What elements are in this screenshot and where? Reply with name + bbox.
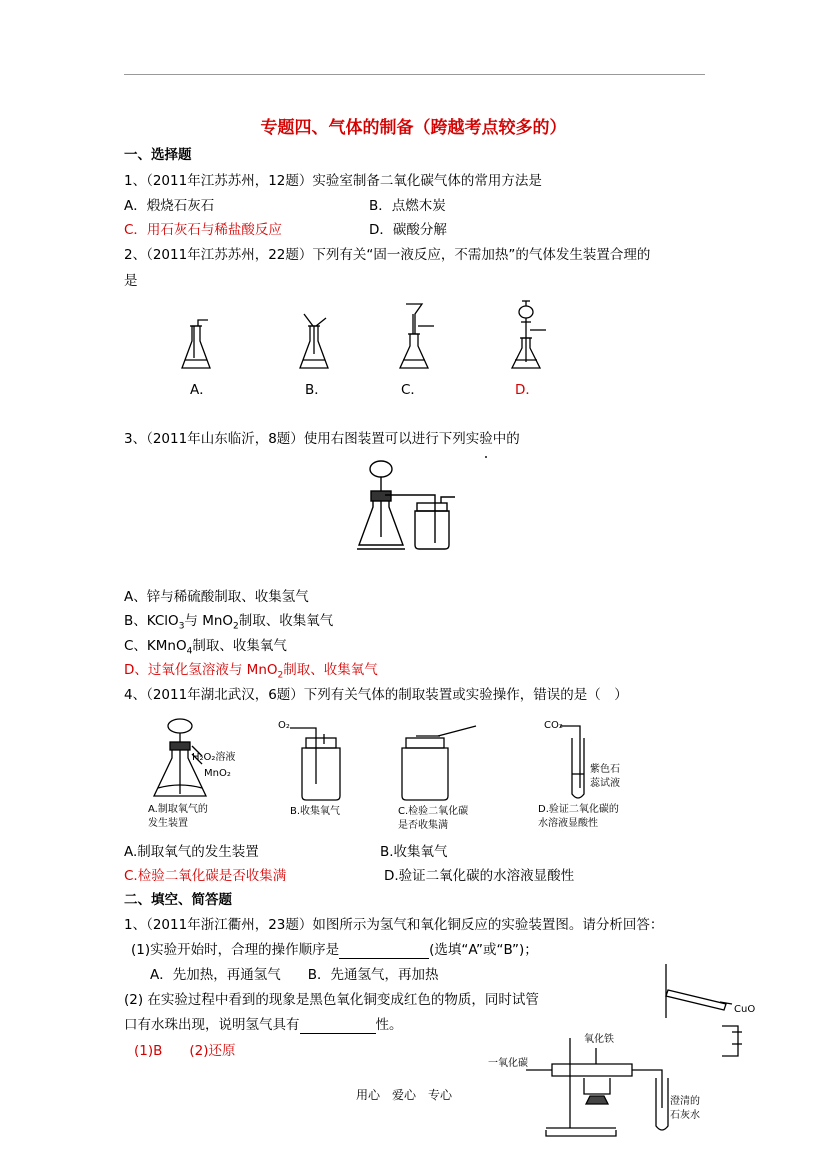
q5-fig-cuo-label: CuO	[734, 1004, 756, 1015]
page-title: 专题四、气体的制备（跨越考点较多的）	[260, 118, 567, 138]
q4-option-a: A.制取氧气的发生装置	[124, 844, 259, 860]
q4-option-c-answer: C.检验二氧化碳是否收集满	[124, 868, 287, 884]
q5-answer: (1)B (2)还原	[134, 1043, 236, 1059]
q4-option-d: D.验证二氧化碳的水溶液显酸性	[384, 868, 575, 884]
co-fig-fe2o3-label: 氧化铁	[584, 1034, 614, 1045]
q4-fig-caption-c2: 是否收集满	[398, 820, 448, 831]
q4-fig-litmus-label2: 蕊试液	[590, 778, 620, 789]
q5-blank-2[interactable]	[300, 1019, 376, 1034]
q5-part2-line1: (2) 在实验过程中看到的现象是黑色氧化铜变成红色的物质，同时试管	[124, 992, 539, 1008]
section-heading-choice: 一、选择题	[124, 147, 192, 163]
q4-fig-mno2-label: MnO₂	[204, 768, 231, 779]
q4-fig-caption-a2: 发生装置	[148, 818, 188, 829]
header-rule	[124, 74, 705, 75]
q1-option-d: D．碳酸分解	[369, 222, 447, 238]
q1-stem: 1、（2011年江苏苏州，12题）实验室制备二氧化碳气体的常用方法是	[124, 173, 542, 189]
q2-label-c: C．	[401, 382, 424, 398]
q1-option-c-answer: C．用石灰石与稀盐酸反应	[124, 222, 282, 238]
q3-option-d-answer: D、过氧化氢溶液与 MnO$_2$制取、收集氧气	[124, 662, 378, 681]
q2-flask-b	[300, 314, 328, 368]
q5-options: A．先加热，再通氢气 B．先通氢气，再加热	[150, 967, 439, 983]
page-footer: 用心 爱心 专心	[356, 1088, 453, 1102]
q2-flask-c	[400, 304, 434, 368]
q2-label-a: A．	[190, 382, 213, 398]
q4-apparatus-figure	[140, 714, 700, 834]
section-heading-fill: 二、填空、简答题	[124, 892, 232, 908]
q3-apparatus-figure	[355, 455, 495, 555]
q4-stem: 4、（2011年湖北武汉，6题）下列有关气体的制取装置或实验操作，错误的是（ ）	[124, 687, 628, 703]
q1-option-b: B．点燃木炭	[369, 198, 446, 214]
q4-fig-co2-label: CO₂	[544, 720, 563, 731]
q4-fig-caption-d2: 水溶液显酸性	[538, 818, 598, 829]
q4-fig-caption-b: B.收集氧气	[290, 806, 341, 817]
q3-stem: 3、（2011年山东临沂，8题）使用右图装置可以进行下列实验中的	[124, 431, 520, 447]
q4-fig-o2-label: O₂	[278, 720, 290, 731]
q4-option-b: B.收集氧气	[380, 844, 448, 860]
q3-option-a: A、锌与稀硫酸制取、收集氢气	[124, 589, 309, 605]
q2-stem-line1: 2、（2011年江苏苏州，22题）下列有关“固一液反应，不需加热”的气体发生装置合理的	[124, 247, 651, 263]
co-fig-co-label: 一氧化碳	[488, 1058, 528, 1069]
q5-stem: 1、（2011年浙江衢州，23题）如图所示为氢气和氧化铜反应的实验装置图。请分析回答：	[124, 917, 664, 933]
q2-flask-a	[182, 320, 210, 368]
q1-option-a: A．煅烧石灰石	[124, 198, 215, 214]
q2-apparatus-figure	[180, 296, 560, 376]
co-reduction-figure	[486, 1018, 716, 1138]
q4-fig-litmus-label1: 紫色石	[590, 764, 620, 775]
q2-stem-line2: 是	[124, 273, 138, 289]
co-fig-lime-label2: 石灰水	[670, 1110, 700, 1121]
co-fig-lime-label1: 澄清的	[670, 1096, 700, 1107]
q4-fig-caption-c1: C.检验二氧化碳	[398, 806, 469, 817]
q3-option-b: B、KClO$_3$与 MnO$_2$制取、收集氧气	[124, 613, 334, 632]
q2-label-d-answer: D．	[515, 382, 539, 398]
q2-flask-d	[512, 301, 546, 368]
q5-blank-1[interactable]	[339, 944, 429, 959]
q4-fig-h2o2-label: H₂O₂溶液	[192, 752, 236, 763]
q5-part2-line2: 口有水珠出现，说明氢气具有 性。	[124, 1017, 403, 1033]
q5-part1: (1)实验开始时，合理的操作顺序是 (选填“A”或“B”)；	[131, 942, 538, 958]
q4-fig-caption-d1: D.验证二氧化碳的	[538, 804, 619, 815]
q3-option-c: C、KMnO$_4$制取、收集氧气	[124, 638, 287, 657]
q4-fig-caption-a1: A.制取氧气的	[148, 804, 208, 815]
q2-label-b: B．	[305, 382, 328, 398]
